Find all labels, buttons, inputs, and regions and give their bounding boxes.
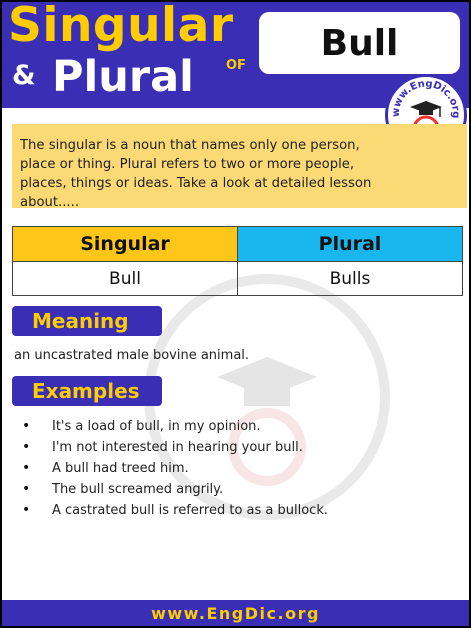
meaning-label: Meaning [12,306,162,336]
header-plural: Plural [237,227,462,261]
cell-singular: Bull [109,268,141,289]
title-singular: Singular [8,2,234,53]
examples-list [22,416,328,521]
header-singular: Singular [13,227,237,261]
table-header-row [13,227,462,261]
footer-bar [2,600,469,626]
word-box [259,12,460,74]
cell-plural: Bulls [237,262,462,295]
list-item: • A bull had treed him. [22,458,328,479]
logo-text: www.EngDic.org [390,78,462,119]
meaning-text: an uncastrated male bovine animal. [14,348,250,363]
list-item: • The bull screamed angrily. [22,479,328,500]
infographic-card [2,2,469,626]
table-row [13,261,462,295]
title-plural: Plural [52,52,194,102]
list-item: • It's a load of bull, in my opinion. [22,416,328,437]
list-item: • I'm not interested in hearing your bull. [22,437,328,458]
title-of: OF [226,58,246,73]
footer-url: www.EngDic.org [151,603,320,623]
examples-label: Examples [12,376,162,406]
intro-text: The singular is a noun that names only one person, place or thing. Plural refers to two or more people, places, things or ideas. Take a look at detailed lesson about..... [12,124,467,208]
singular-plural-table [12,226,463,296]
title-ampersand: & [12,60,36,91]
list-item: • A castrated bull is referred to as a bullock. [22,500,328,521]
headword: Bull [320,22,399,64]
